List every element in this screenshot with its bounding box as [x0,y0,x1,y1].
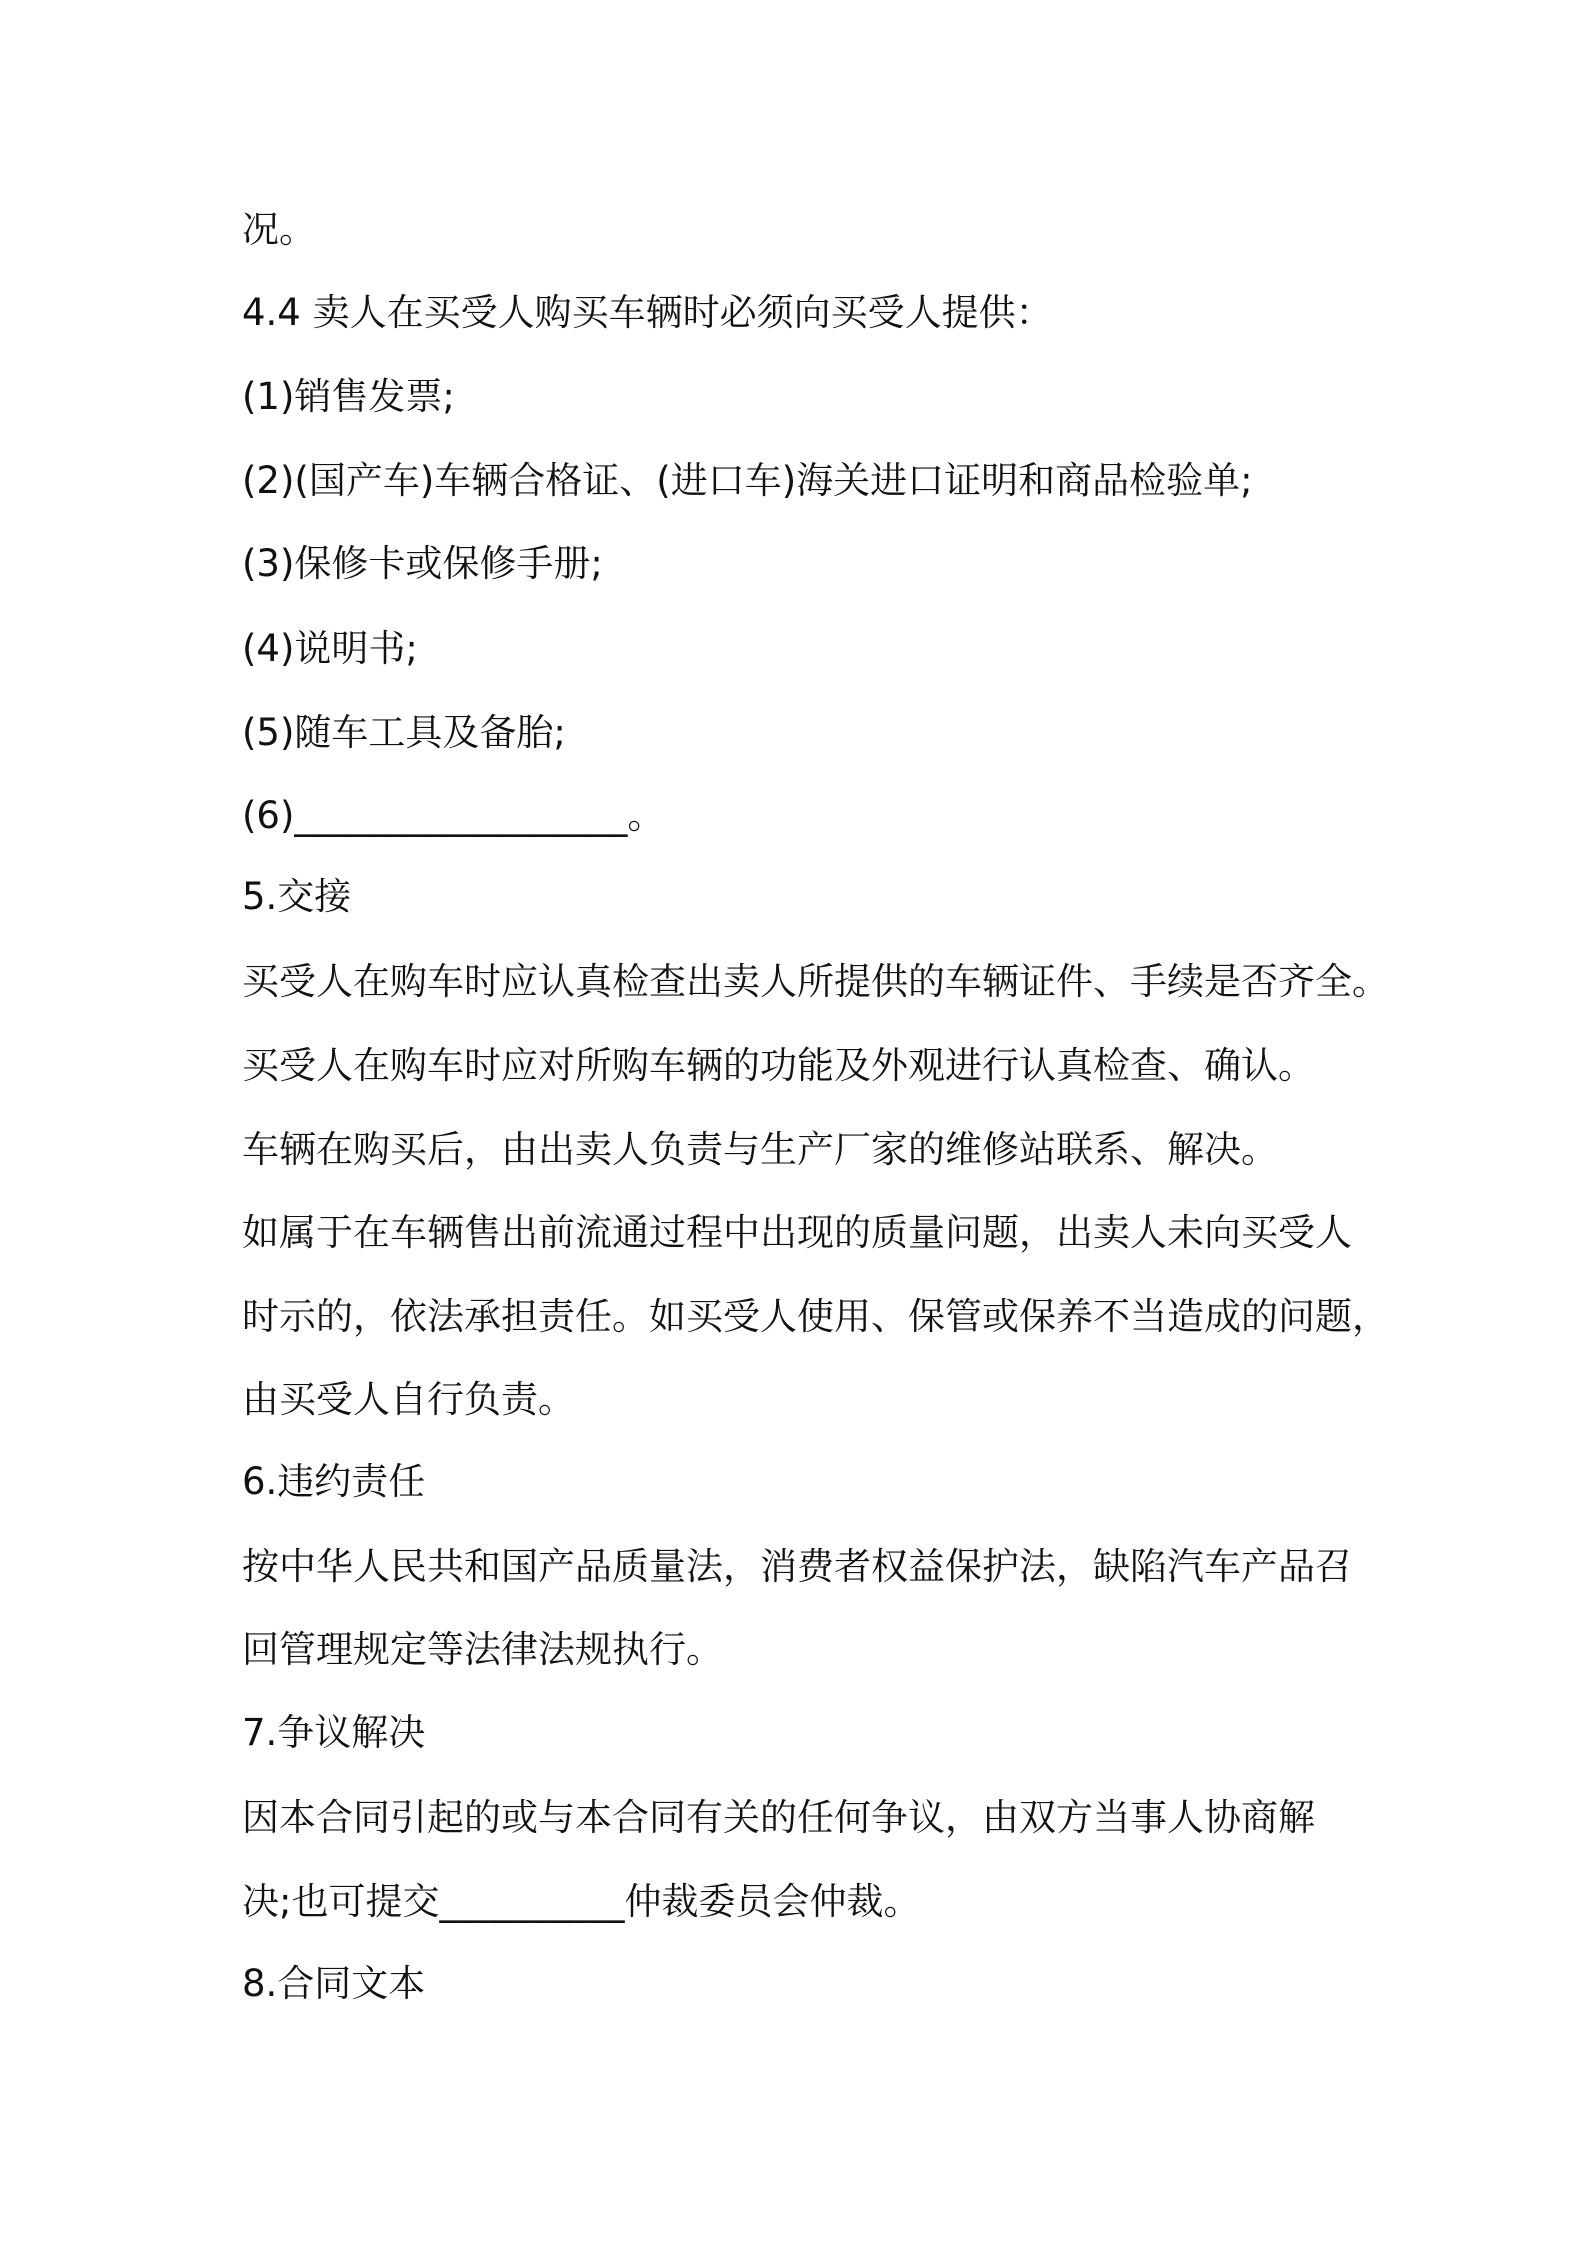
section-8-heading: 8.合同文本 [242,1962,426,2005]
text-line-continuation: 况。 [242,208,316,251]
list-item-3: (3)保修卡或保修手册; [242,542,603,585]
section-5-paragraph: 买受人在购车时应对所购车辆的功能及外观进行认真检查、确认。 [242,1044,1315,1087]
section-5-paragraph: 买受人在购车时应认真检查出卖人所提供的车辆证件、手续是否齐全。 [242,960,1389,1003]
section-7-heading: 7.争议解决 [242,1711,426,1754]
clause-4-4-heading: 4.4 卖人在买受人购买车辆时必须向买受人提供： [242,291,1053,334]
section-5-paragraph: 由买受人自行负责。 [242,1378,575,1421]
section-6-paragraph: 回管理规定等法律法规执行。 [242,1628,723,1671]
list-item-5: (5)随车工具及备胎; [242,711,566,754]
section-7-paragraph: 因本合同引起的或与本合同有关的任何争议，由双方当事人协商解 [242,1796,1315,1839]
section-5-paragraph: 时示的，依法承担责任。如买受人使用、保管或保养不当造成的问题， [242,1295,1389,1338]
section-5-heading: 5.交接 [242,875,352,918]
section-7-paragraph: 决;也可提交__________仲裁委员会仲裁。 [242,1880,921,1923]
section-6-heading: 6.违约责任 [242,1460,426,1503]
section-6-paragraph: 按中华人民共和国产品质量法，消费者权益保护法，缺陷汽车产品召 [242,1545,1352,1588]
list-item-1: (1)销售发票; [242,375,455,418]
section-5-paragraph: 如属于在车辆售出前流通过程中出现的质量问题，出卖人未向买受人 [242,1211,1352,1254]
list-item-2: (2)(国产车)车辆合格证、(进口车)海关进口证明和商品检验单; [242,459,1253,502]
section-5-paragraph: 车辆在购买后，由出卖人负责与生产厂家的维修站联系、解决。 [242,1128,1278,1171]
list-item-6: (6)__________________。 [242,794,665,837]
list-item-4: (4)说明书; [242,627,418,670]
